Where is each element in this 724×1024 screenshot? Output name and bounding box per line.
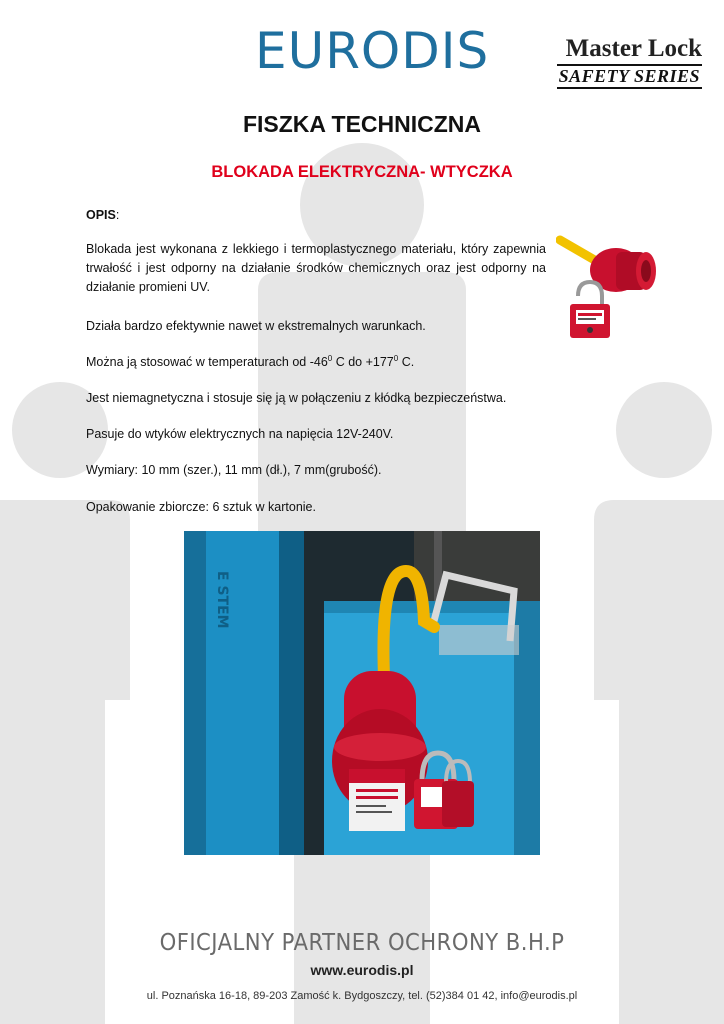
product-in-use-photo: [184, 531, 540, 855]
eurodis-logo: EURODIS: [255, 22, 490, 80]
document-title: FISZKA TECHNICZNA: [242, 111, 482, 137]
paragraph-dimensions: Wymiary: 10 mm (szer.), 11 mm (dł.), 7 mm(grubość).: [86, 463, 382, 477]
temp-text-c: C.: [398, 355, 415, 369]
paragraph-nonmagnetic: Jest niemagnetyczna i stosuje się ją w połączeniu z kłódką bezpieczeństwa.: [86, 391, 507, 405]
paragraph-voltage: Pasuje do wtyków elektrycznych na napięcia 12V-240V.: [86, 427, 394, 441]
svg-text:E STEM: E STEM: [214, 571, 230, 629]
temp-text-b: C do +177: [332, 355, 394, 369]
document-subtitle: BLOKADA ELEKTRYCZNA- WTYCZKA: [211, 163, 513, 181]
description-paragraph: Blokada jest wykonana z lekkiego i termoplastycznego materiału, który zapewnia trwałość i jest odporny na działanie środków chemicznych oraz jest odporny na działanie promieni UV.: [86, 242, 546, 294]
master-lock-logo-line2: SAFETY SERIES: [557, 64, 702, 89]
temp-sup-2: 0: [393, 353, 399, 363]
footer-website[interactable]: www.eurodis.pl: [310, 962, 414, 978]
paragraph-temperature: [86, 353, 414, 372]
opis-colon: :: [115, 208, 120, 222]
temp-sup-1: 0: [327, 353, 333, 363]
paragraph-efficiency: Działa bardzo efektywnie nawet w ekstremalnych warunkach.: [86, 319, 426, 333]
master-lock-logo-line1: Master Lock: [565, 35, 702, 62]
master-lock-logo: [512, 36, 702, 89]
footer-partner-text: OFICJALNY PARTNER OCHRONY B.H.P: [159, 930, 565, 956]
footer-address: ul. Poznańska 16-18, 89-203 Zamość k. Bydgoszczy, tel. (52)384 01 42, info@eurodis.pl: [146, 990, 578, 1002]
temp-text-a: Można ją stosować w temperaturach od -46: [86, 355, 328, 369]
product-image: [556, 226, 666, 346]
opis-label: OPIS: [86, 208, 116, 222]
paragraph-packaging: Opakowanie zbiorcze: 6 sztuk w kartonie.: [86, 500, 316, 514]
opis-heading: [86, 206, 119, 225]
